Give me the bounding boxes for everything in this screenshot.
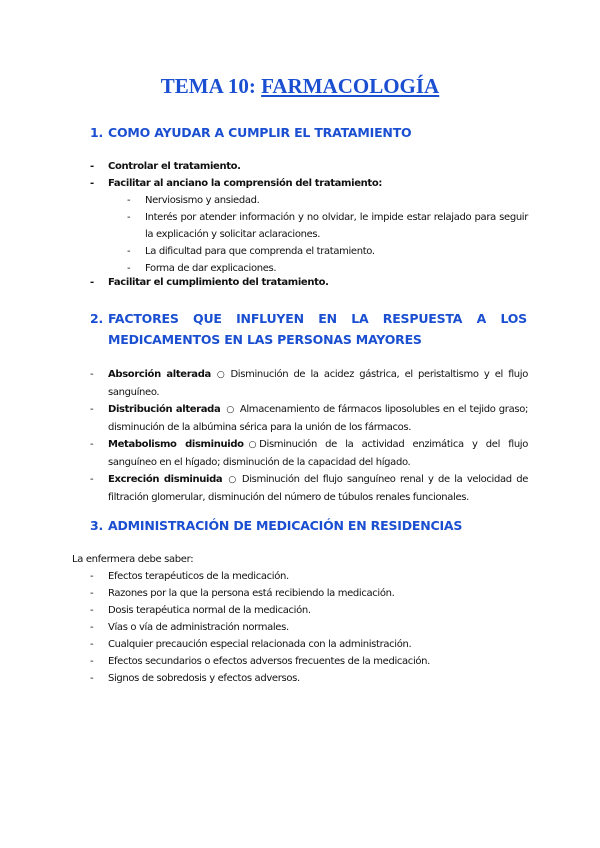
- list-item: - Distribución alterada ○ Almacenamiento de fármacos liposolubles en el tejido graso; disminución de la albúmina sérica para la unión de los fármacos.: [90, 404, 528, 433]
- section-1-list: [90, 158, 528, 192]
- list-item: - Metabolismo disminuido ○ Disminución de la actividad enzimática y del flujo sanguíneo en el hígado; disminución de la capacidad del hígado.: [90, 439, 529, 468]
- section-3-heading: [90, 518, 527, 533]
- title-prefix: TEMA 10:: [160, 74, 262, 98]
- list-item: - Vías o vía de administración normales.: [90, 622, 289, 633]
- title-topic: FARMACOLOGÍA: [261, 74, 440, 98]
- list-item: - Signos de sobredosis y efectos adversos.: [90, 673, 300, 684]
- section-3-number: 3.: [90, 518, 104, 533]
- sub-list-item: - Forma de dar explicaciones.: [127, 263, 277, 274]
- list-item: - Absorción alterada ○ Disminución de la acidez gástrica, el peristaltismo y el flujo sanguíneo.: [90, 369, 528, 398]
- section-1-list-end: [90, 274, 528, 291]
- section-2-heading: [90, 308, 527, 350]
- list-item: - Efectos terapéuticos de la medicación.: [90, 571, 289, 582]
- section-2-title-line2: MEDICAMENTOS EN LAS PERSONAS MAYORES: [108, 332, 422, 347]
- section-3-list: [90, 568, 528, 687]
- section-3-intro: La enfermera debe saber:: [72, 554, 194, 565]
- list-item: - Dosis terapéutica normal de la medicación.: [90, 605, 311, 616]
- list-item: - Efectos secundarios o efectos adversos frecuentes de la medicación.: [90, 656, 430, 667]
- section-1-title: COMO AYUDAR A CUMPLIR EL TRATAMIENTO: [108, 125, 412, 140]
- section-2-title-line1: FACTORES QUE INFLUYEN EN LA RESPUESTA A LOS: [108, 311, 527, 326]
- list-item: - Cualquier precaución especial relacionada con la administración.: [90, 639, 412, 650]
- section-3-title: ADMINISTRACIÓN DE MEDICACIÓN EN RESIDENCIAS: [108, 518, 463, 533]
- list-item: - Razones por la que la persona está recibiendo la medicación.: [90, 588, 395, 599]
- sub-list-item: - Interés por atender información y no olvidar, le impide estar relajado para seguir la explicación y solicitar aclaraciones.: [127, 212, 528, 240]
- section-1-sublist: [127, 192, 528, 277]
- section-2-list: [90, 366, 529, 506]
- list-item: - Controlar el tratamiento.: [90, 161, 241, 172]
- section-1-number: 1.: [90, 125, 104, 140]
- page-title: [0, 74, 600, 99]
- section-1-heading: [90, 125, 527, 140]
- sub-list-item: - La dificultad para que comprenda el tratamiento.: [127, 246, 375, 257]
- sub-list-item: - Nerviosismo y ansiedad.: [127, 195, 260, 206]
- list-item: - Facilitar el cumplimiento del tratamiento.: [90, 277, 329, 288]
- section-2-number: 2.: [90, 311, 104, 326]
- list-item: - Excreción disminuida ○ Disminución del flujo sanguíneo renal y de la velocidad de filtración glomerular, disminución del número de túbulos renales funcionales.: [90, 474, 528, 503]
- list-item: - Facilitar al anciano la comprensión del tratamiento:: [90, 178, 382, 189]
